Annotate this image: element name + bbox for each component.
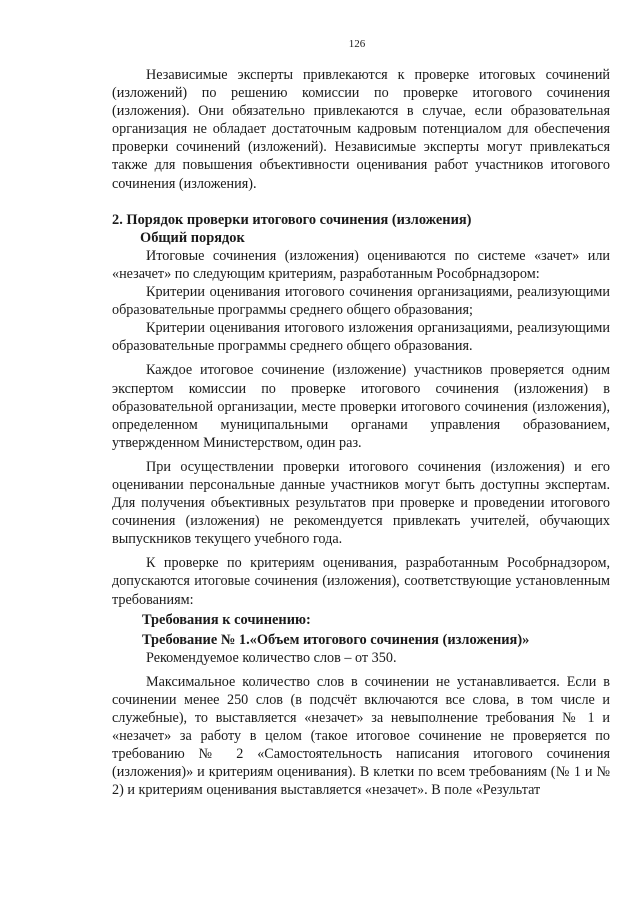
subsection-title: Общий порядок [140,229,245,246]
paragraph-criteria-summary: Критерии оценивания итогового изложения организациями, реализующими образовательные программы среднего общего образования. [112,320,610,355]
requirement-1-heading: Требование № 1.«Объем итогового сочинения (изложения)» [142,631,530,648]
paragraph-recommended-words: Рекомендуемое количество слов – от 350. [146,649,397,666]
paragraph-criteria-essay: Критерии оценивания итогового сочинения организациями, реализующими образовательные программы среднего общего образования; [112,284,610,319]
paragraph-max-words: Максимальное количество слов в сочинении не устанавливается. Если в сочинении менее 250 слов (в подсчёт включаются все слова, в том числе и служебные), то выставляется «незачет» за невыполнение требования № 1 и «незачет» за работу в целом (такое итоговое сочинение не проверяется по требованию № 2 «Самостоятельность написания итогового сочинения (изложения)» и критериям оценивания). В клетки по всем требованиям (№ 1 и № 2) и критериям оценивания выставляется «незачет». В поле «Результат [112,673,610,799]
page-number: 126 [348,38,366,50]
intro-paragraph: Независимые эксперты привлекаются к проверке итоговых сочинений (изложений) по решению комиссии по проверке итогового сочинения (изложения). Они обязательно привлекаются в случае, если образовательная организация не обладает достаточным кадровым потенциалом для обеспечения проверки сочинений (изложений). Независимые эксперты могут привлекаться также для повышения объективности оценивания работ участников итогового сочинения (изложения). [112,67,610,192]
requirements-heading: Требования к сочинению: [142,611,311,628]
paragraph-grading-system: Итоговые сочинения (изложения) оцениваются по системе «зачет» или «незачет» по следующим критериям, разработанным Рособрнадзором: [112,247,610,282]
paragraph-personal-data: При осуществлении проверки итогового сочинения (изложения) и его оценивании персональные данные участников могут быть доступны экспертам. Для получения объективных результатов при проверке и проведении итогового сочинения (изложения) не рекомендуется привлекать учителей, обучающих выпускников текущего учебного года. [112,458,610,548]
paragraph-admission: К проверке по критериям оценивания, разработанным Рособрнадзором, допускаются итоговые сочинения (изложения), соответствующие установленным требованиям: [112,555,610,608]
paragraph-single-expert: Каждое итоговое сочинение (изложение) участников проверяется одним экспертом комиссии по проверке итогового сочинения (изложения) в образовательной организации, месте проверки итогового сочинения (изложения), определенном муниципальными органами управления образованием, утвержденном Министерством, один раз. [112,362,610,451]
section-title: 2. Порядок проверки итогового сочинения (изложения) [112,211,472,228]
